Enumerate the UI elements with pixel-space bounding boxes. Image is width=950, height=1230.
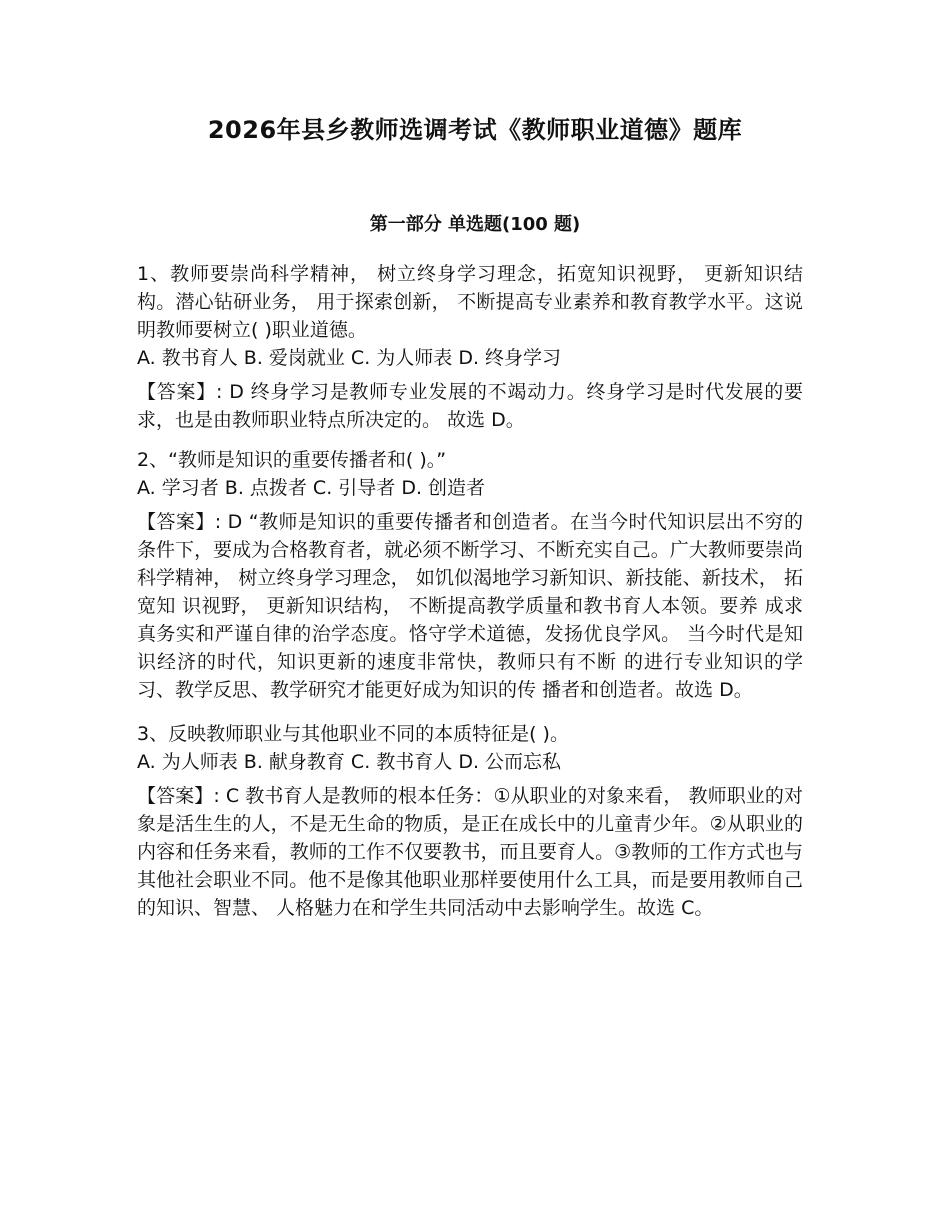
question-item: [137, 720, 803, 922]
question-list: [137, 260, 803, 922]
question-answer: 【答案】: D 终身学习是教师专业发展的不竭动力。终身学习是时代发展的要求，也是由教师职业特点所决定的。 故选 D。: [137, 381, 803, 431]
document-title: 2026年县乡教师选调考试《教师职业道德》题库: [207, 116, 743, 144]
question-answer: 【答案】: C 教书育人是教师的根本任务：①从职业的对象来看， 教师职业的对象是活生生的人，不是无生命的物质，是正在成长中的儿童青少年。②从职业的内容和任务来看，教师的工作不仅要教书，而且要育人。③教师的工作方式也与其他社会职业不同。他不是像其他职业那样要使用什么工具，而是要用教师自己的知识、智慧、 人格魅力在和学生共同活动中去影响学生。故选 C。: [137, 785, 803, 919]
question-item: [137, 260, 803, 434]
question-stem: 2、“教师是知识的重要传播者和( )。”: [137, 449, 447, 471]
question-stem: 1、教师要崇尚科学精神， 树立终身学习理念，拓宽知识视野， 更新知识结构。潜心钻研业务， 用于探索创新， 不断提高专业素养和教育教学水平。这说明教师要树立( )职业道德。: [137, 263, 803, 341]
question-stem: 3、反映教师职业与其他职业不同的本质特征是( )。: [137, 723, 569, 745]
section-heading: 第一部分 单选题(100 题): [369, 214, 581, 235]
question-options: A. 学习者 B. 点拨者 C. 引导者 D. 创造者: [137, 477, 486, 499]
question-answer: 【答案】: D “教师是知识的重要传播者和创造者。在当今时代知识层出不穷的条件下，要成为合格教育者，就必须不断学习、不断充实自己。广大教师要崇尚科学精神， 树立终身学习理念， 如饥似渴地学习新知识、新技能、新技术， 拓宽知 识视野， 更新知识结构， 不断提高教学质量和教书育人本领。要养 成求真务实和严谨自律的治学态度。恪守学术道德，发扬优良学风。 当今时代是知识经济的时代，知识更新的速度非常快，教师只有不断 的进行专业知识的学习、教学反思、教学研究才能更好成为知识的传 播者和创造者。故选 D。: [137, 511, 803, 701]
question-options: A. 教书育人 B. 爱岗就业 C. 为人师表 D. 终身学习: [137, 347, 562, 369]
question-options: A. 为人师表 B. 献身教育 C. 教书育人 D. 公而忘私: [137, 751, 562, 773]
question-item: [137, 446, 803, 704]
